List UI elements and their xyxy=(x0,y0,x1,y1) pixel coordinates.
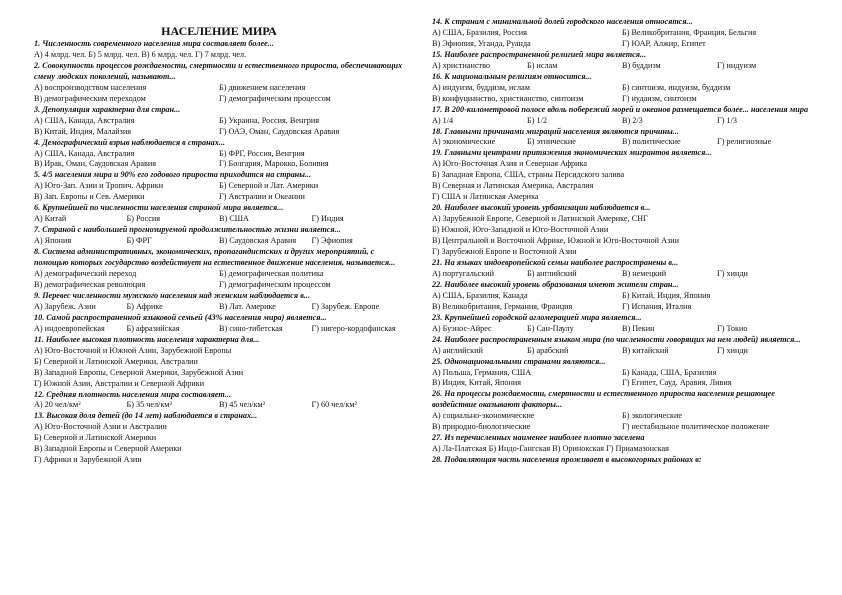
answer-option: В) 45 чел/км² xyxy=(219,400,266,410)
answer-options xyxy=(432,291,812,313)
answer-option: А) США, Бразилия, Россия xyxy=(432,27,527,37)
question-text: 12. Средняя плотность населения мира составляет... xyxy=(34,389,232,399)
left-column xyxy=(34,24,404,466)
answer-option: А) 20 чел/км² xyxy=(34,400,81,410)
answer-option: В) немецкий xyxy=(622,268,667,278)
answer-option: В) Саудовская Аравия xyxy=(219,236,297,246)
answer-option: Б) Великобритания, Франция, Бельгия xyxy=(622,27,757,37)
answer-option: Г) Южной Азии, Австралии и Северной Африки xyxy=(34,378,205,388)
question-text: 21. На языках индоевропейской семьи наиболее распространены в... xyxy=(432,257,679,267)
question-block xyxy=(34,411,404,466)
answer-option: А) Китай xyxy=(34,214,67,224)
question-block xyxy=(34,335,404,390)
answer-option: Г) Испания, Италия xyxy=(622,301,692,311)
answer-option: В) сино-тибетская xyxy=(219,323,283,333)
answer-option: Г) индуизм xyxy=(717,60,757,70)
answer-option: А) индоевропейская xyxy=(34,323,105,333)
question-text: 4. Демографический взрыв наблюдается в странах... xyxy=(34,137,225,147)
answer-option: Б) Украина, Россия, Венгрия xyxy=(219,115,319,125)
answer-option: А) Юго-Зап. Азии и Тропич. Африки xyxy=(34,181,164,191)
answer-option: В) китайский xyxy=(622,345,669,355)
question-block xyxy=(34,39,404,61)
answer-option: В) Западной Европы и Северной Америки xyxy=(34,444,182,454)
answer-option: Г) 1/3 xyxy=(717,115,737,125)
answer-options xyxy=(432,83,812,105)
answer-option: А) социально-экономические xyxy=(432,411,535,421)
question-block xyxy=(432,50,812,72)
answer-options xyxy=(432,269,812,280)
question-text: 1. Численность современного населения мира составляет более... xyxy=(34,39,274,48)
answer-options xyxy=(432,444,812,455)
answer-option: Б) Южной, Юго-Западной и Юго-Восточной Азии xyxy=(432,225,609,235)
answer-option: В) Лат. Америке xyxy=(219,301,276,311)
answer-option: Б) Северной и Латинской Америки, Австралии xyxy=(34,356,198,366)
question-block xyxy=(432,203,812,258)
answer-option: В) Эфиопия, Уганда, Руанда xyxy=(432,38,531,48)
answer-option: Г) Австралии и Океании xyxy=(219,192,305,202)
answer-options xyxy=(34,236,404,247)
answer-option: Г) Токио xyxy=(717,323,748,333)
answer-options xyxy=(34,149,404,171)
question-block xyxy=(34,390,404,412)
question-text: 8. Система административных, экономических, пропагандистских и других мероприятий, с помощью которых государство воздействует на естественное движение населения, называется... xyxy=(34,247,396,268)
answer-option: В) США xyxy=(219,214,249,224)
answer-option: В) Центральной и Восточной Африке, Южной и Юго-Восточной Азии xyxy=(432,236,680,246)
answer-option: А) США, Канада, Австралия xyxy=(34,148,135,158)
answer-option: Б) Африке xyxy=(126,301,163,311)
question-text: 5. 4/5 населения мира и 90% его годового прироста приходится на страны... xyxy=(34,170,312,180)
answer-option: Г) демографическим процессом xyxy=(219,93,331,103)
answer-option: В) 2/3 xyxy=(622,115,643,125)
answer-option: А) Польша, Германия, США xyxy=(432,367,532,377)
question-block xyxy=(34,291,404,313)
question-text: 17. В 200-километровой полосе вдоль побережий морей и океанов размещается более... населения мира xyxy=(432,104,809,114)
answer-option: Г) Индия xyxy=(311,214,344,224)
answer-option: Г) нестабильное политическое положение xyxy=(622,422,770,432)
answer-option: Б) ФРГ, Россия, Венгрия xyxy=(219,148,305,158)
answer-option: А) Зарубежной Европе, Северной и Латинской Америке, СНГ xyxy=(432,214,648,224)
answer-option: А) США, Бразилия, Канада xyxy=(432,290,528,300)
answer-options xyxy=(34,83,404,105)
question-text: 18. Главными причинами миграций населения являются причины... xyxy=(432,126,679,136)
answer-options xyxy=(432,137,812,148)
question-text: 23. Крупнейшей городской агломерацией мира является... xyxy=(432,312,642,322)
answer-option: В) Индия, Китай, Япония xyxy=(432,378,522,388)
answer-options xyxy=(432,368,812,390)
answer-option: Г) 60 чел/км² xyxy=(311,400,357,410)
answer-option: Б) Северной и Лат. Америки xyxy=(219,181,319,191)
answer-option: Б) 1/2 xyxy=(527,115,547,125)
answer-option: А) Юго-Восточной Азии и Австралии xyxy=(34,422,167,432)
answer-option: Г) ОАЭ, Оман, Саудовская Аравия xyxy=(219,126,340,136)
answer-option: А) воспроизводством населения xyxy=(34,82,147,92)
answer-option: Б) синтоизм, индуизм, буддизм xyxy=(622,82,731,92)
question-text: 28. Подавляющая часть населения проживает в высокогорных районах в: xyxy=(432,455,702,465)
question-text: 3. Депопуляция характерна для стран... xyxy=(34,104,181,114)
answer-options xyxy=(34,116,404,138)
question-text: 27. Из перечисленных наименее наиболее плотно заселена xyxy=(432,433,645,443)
question-text: 22. Наиболее высокий уровень образования имеют жители стран... xyxy=(432,279,679,289)
answer-option: Г) США и Латинская Америка xyxy=(432,192,539,202)
question-text: 11. Наиболее высокая плотность населения характерна для... xyxy=(34,334,260,344)
answer-options xyxy=(34,50,404,61)
answer-options xyxy=(34,181,404,203)
question-text: 2. Совокупность процессов рождаемости, смертности и естественного прироста, обеспечивающих смену людских поколений, называют... xyxy=(34,60,403,81)
answer-option: В) демографическая революция xyxy=(34,279,146,289)
answer-option: А) Юго-Восточная Азия и Северная Африка xyxy=(432,159,587,169)
question-block xyxy=(432,17,812,50)
question-block xyxy=(432,335,812,357)
answer-option: Б) Канада, США, Бразилия xyxy=(622,367,717,377)
answer-option: А) демографический переход xyxy=(34,269,137,279)
answer-option: Г) религиозные xyxy=(717,137,772,147)
answer-option: А) Буэнос-Айрес xyxy=(432,323,492,333)
answer-options xyxy=(34,269,404,291)
answer-option: Б) ФРГ xyxy=(126,236,152,246)
answer-option: Г) Зарубежной Европе и Восточной Азии xyxy=(432,247,577,257)
answer-option: А) США, Канада, Австралия xyxy=(34,115,135,125)
answer-option: А) португальский xyxy=(432,268,494,278)
answer-options xyxy=(34,302,404,313)
answer-option: А) 4 млрд. чел. Б) 5 млрд. чел. В) 6 млрд. чел. Г) 7 млрд. чел. xyxy=(34,49,247,59)
answer-option: Б) движением населения xyxy=(219,82,306,92)
answer-option: Г) Зарубеж. Европе xyxy=(311,301,380,311)
answer-option: В) Северная и Латинская Америка, Австралия xyxy=(432,181,594,191)
question-text: 9. Перевес численности мужского населения над женским наблюдается в... xyxy=(34,290,310,300)
answer-option: А) Юго-Восточной и Южной Азии, Зарубежной Европы xyxy=(34,345,232,355)
answer-option: В) конфуцианство, христианство, синтоизм xyxy=(432,93,584,103)
question-text: 15. Наиболее распространенной религией мира является... xyxy=(432,49,647,59)
answer-option: Г) Африки и Зарубежной Азии xyxy=(34,455,142,465)
answer-option: В) Пекин xyxy=(622,323,655,333)
answer-option: А) индуизм, буддизм, ислам xyxy=(432,82,530,92)
answer-options xyxy=(432,346,812,357)
answer-option: Б) афразийская xyxy=(126,323,180,333)
question-text: 10. Самой распространенной языковой семьей (43% населения мира) является... xyxy=(34,312,327,322)
question-block xyxy=(34,203,404,225)
answer-option: Г) демографическим процессом xyxy=(219,279,331,289)
answer-options xyxy=(34,422,404,466)
answer-option: Г) Египет, Сауд. Аравия, Ливия xyxy=(622,378,732,388)
answer-option: Г) Эфиопия xyxy=(311,236,353,246)
answer-option: Г) ЮАР, Алжир, Египет xyxy=(622,38,706,48)
left-questions xyxy=(34,39,404,466)
answer-option: В) Западной Европы, Северной Америки, Зарубежной Азии xyxy=(34,367,244,377)
question-block xyxy=(432,455,812,466)
question-block xyxy=(432,357,812,390)
right-questions xyxy=(432,17,812,466)
question-text: 25. Однонациональными странами являются... xyxy=(432,356,606,366)
answer-options xyxy=(432,214,812,258)
answer-option: Б) ислам xyxy=(527,60,558,70)
answer-option: Г) нигеро-кордофанская xyxy=(311,323,396,333)
question-text: 13. Высокая доля детей (до 14 лет) наблюдается в странах... xyxy=(34,411,258,421)
answer-options xyxy=(432,411,812,433)
answer-option: Б) Россия xyxy=(126,214,161,224)
question-block xyxy=(432,280,812,313)
answer-option: Б) этнические xyxy=(527,137,576,147)
answer-option: А) Зарубеж. Азии xyxy=(34,301,96,311)
answer-options xyxy=(432,159,812,203)
question-block xyxy=(34,105,404,138)
question-block xyxy=(34,247,404,291)
answer-options xyxy=(34,346,404,390)
answer-options xyxy=(34,400,404,411)
question-block xyxy=(432,389,812,433)
question-block xyxy=(432,258,812,280)
answer-option: Б) экологические xyxy=(622,411,683,421)
answer-option: А) Ла-Платская Б) Индо-Гангская В) Оринокская Г) Приамазонская xyxy=(432,444,669,454)
question-block xyxy=(432,148,812,203)
answer-option: Б) Китай, Индия, Япония xyxy=(622,290,711,300)
answer-option: Г) иудаизм, синтоизм xyxy=(622,93,697,103)
question-text: 24. Наиболее распространенным языком мира (по численности говорящих на нем людей) является... xyxy=(432,334,801,344)
answer-option: А) христианство xyxy=(432,60,490,70)
answer-options xyxy=(432,61,812,72)
answer-option: Г) Болгария, Марокко, Боливия xyxy=(219,159,329,169)
question-block xyxy=(34,61,404,105)
answer-option: Г) хинди xyxy=(717,268,748,278)
answer-options xyxy=(432,116,812,127)
answer-option: В) Зап. Европы и Сев. Америки xyxy=(34,192,145,202)
question-text: 16. К национальным религиям относится... xyxy=(432,71,592,81)
answer-option: Б) арабский xyxy=(527,345,569,355)
answer-option: В) Ирак, Оман, Саудовская Аравия xyxy=(34,159,157,169)
right-column xyxy=(432,17,812,466)
answer-option: В) политические xyxy=(622,137,681,147)
question-block xyxy=(432,433,812,455)
question-block xyxy=(34,170,404,203)
answer-option: А) 1/4 xyxy=(432,115,454,125)
answer-option: Б) английский xyxy=(527,268,577,278)
answer-option: А) экономические xyxy=(432,137,496,147)
question-text: 6. Крупнейшей по численности населения страной мира является... xyxy=(34,203,284,213)
answer-option: В) Китай, Индия, Малайзия xyxy=(34,126,132,136)
page-title: НАСЕЛЕНИЕ МИРА xyxy=(161,24,277,38)
answer-options xyxy=(34,324,404,335)
question-text: 20. Наиболее высокий уровень урбанизации наблюдается в... xyxy=(432,203,651,213)
answer-option: Б) Западная Европа, США, страны Персидского залива xyxy=(432,170,625,180)
question-block xyxy=(432,127,812,149)
answer-option: В) Великобритания, Германия, Франция xyxy=(432,301,573,311)
answer-option: В) буддизм xyxy=(622,60,661,70)
answer-option: А) Япония xyxy=(34,236,72,246)
question-block xyxy=(432,105,812,127)
answer-option: Г) хинди xyxy=(717,345,748,355)
question-block xyxy=(432,72,812,105)
answer-options xyxy=(34,214,404,225)
question-block xyxy=(34,225,404,247)
answer-option: Б) демографическая политика xyxy=(219,269,324,279)
answer-options xyxy=(432,28,812,50)
answer-options xyxy=(432,324,812,335)
question-text: 14. К странам с минимальной долей городского населения относятся... xyxy=(432,17,693,26)
question-block xyxy=(34,313,404,335)
answer-option: В) природно-биологические xyxy=(432,422,531,432)
question-block xyxy=(432,313,812,335)
question-block xyxy=(34,138,404,171)
answer-option: Б) Северной и Латинской Америки xyxy=(34,433,157,443)
answer-option: Б) Сан-Паулу xyxy=(527,323,574,333)
question-text: 7. Страной с наибольшей прогнозируемой продолжительностью жизни является... xyxy=(34,225,341,235)
question-text: 26. На процессы рождаемости, смертности и естественного прироста населения решающее воздействие оказывают факторы... xyxy=(432,389,775,410)
answer-option: В) демографическим переходом xyxy=(34,93,146,103)
question-text: 19. Главными центрами притяжения экономических мигрантов является... xyxy=(432,148,712,158)
answer-option: Б) 35 чел/км² xyxy=(126,400,172,410)
answer-option: А) английский xyxy=(432,345,483,355)
